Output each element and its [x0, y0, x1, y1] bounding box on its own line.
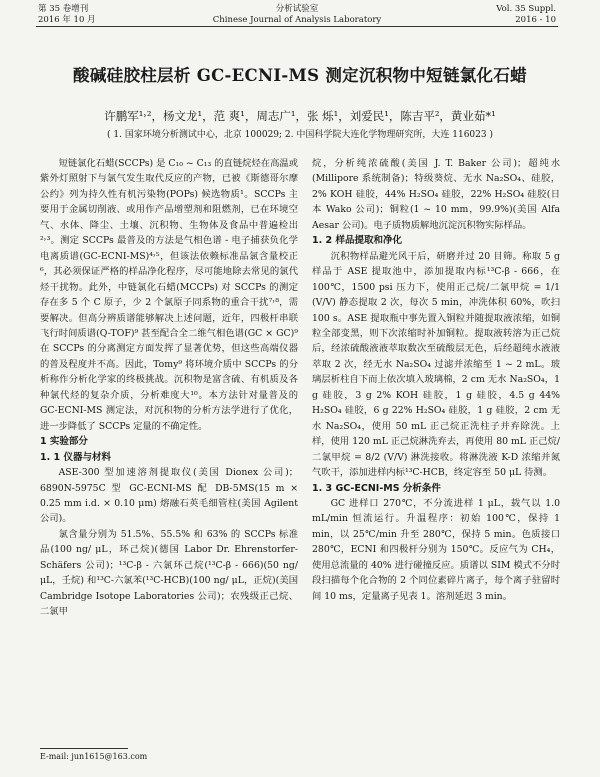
affiliation: ( 1. 国家环境分析测试中心，北京 100029; 2. 中国科学院大连化学物理研究所，大连 116023 ) [107, 130, 493, 140]
instruments-paragraph: ASE-300 型加速溶剂提取仪(美国 Dionex 公司)；6890N-5975C 型 GC-ECNI-MS 配 DB-5MS(15 m × 0.25 mm i.d. × 0.10 μm) 熔融石英毛细管柱(美国 Agilent 公司)。 [40, 467, 298, 525]
header-center [38, 4, 556, 26]
materials-paragraph: 氯含量分别为 51.5%、55.5% 和 63% 的 SCCPs 标准品(100 ng/ μL，环己烷)(德国 Labor Dr. Ehrenstorfer-Schäfers 公司)；¹³C-β - 六氯环己烷(¹³C-β - 666)(50 ng/ μL，壬烷) 和¹³C-六氯苯(¹³C-HCB)(100 ng/ μL，正烷)(美国 Cambridge Isotope Laboratories 公司)；农残级正己烷、二氯甲 [40, 528, 298, 618]
intro-paragraph: 短链氯化石蜡(SCCPs) 是 C₁₀ ~ C₁₃ 的直链烷烃在高温或紫外灯照射下与氯气发生取代反应的产物，已被《斯德哥尔摩公约》列为持久性有机污染物(POPs) 候选物质¹。SCCPs 主要用于金属切削液、或用作产品增塑剂和阻燃剂，已在环境空气、水体、降尘、土壤、沉积物、生物体及食品中普遍检出²˒³。测定 SCCPs 最普及的方法是气相色谱 - 电子捕获负化学电离质谱(GC-ECNI-MS)⁴˒⁵，但该法依赖标准品氯含量校正⁶，其必须保证严格的样品净化程序，尽可能地除去常见的氯代烃干扰物。此外，中链氯化石蜡(MCCPs) 对 SCCPs 的测定存在多 5 个 C 原子，少 2 个氯原子同系物的重合干扰⁷˒⁸，需要解决。但高分辨质谱能够解决上述问题，近年，四极杆串联飞行时间质谱(Q-TOF)⁹ 甚至配合全二维气相色谱(GC × GC)⁹ 在 SCCPs 的分离测定方面发挥了显著优势，但这些高端仪器的普及程度并不高。因此，Tomy⁹ 将环境介质中 SCCPs 的分析称作分析化学家的终极挑战。沉积物是富含硫、有机质及各种氯代烃的复杂介质，分析难度大¹⁰。本方法针对量普及的 GC-ECNI-MS 测定法，对沉积物的分析方法学进行了优化，进一步降低了 SCCPs 定量的不确定性。 [40, 158, 298, 432]
volume-en: Vol. 35 Suppl. [496, 4, 556, 14]
header-right [496, 4, 556, 26]
date-en: 2016 - 10 [515, 15, 556, 25]
right-column [312, 156, 560, 604]
journal-cn: 分析试验室 [275, 4, 319, 14]
footnote-rule [40, 748, 128, 749]
header-rule [36, 26, 558, 27]
materials-continued: 烷，分析纯浓硫酸(美国 J. T. Baker 公司)；超纯水(Millipore 系统制备)；特级葵烷、无水 Na₂SO₄、硅胶，2% KOH 硅胶，44% H₂SO₄ 硅胶，22% H₂SO₄ 硅胶(日本 Wako 公司)；铜粒(1 ~ 10 mm，99.9%)(美国 Alfa Aesar 公司)。电子质物质解地沉淀沉积物实际样品。 [312, 158, 560, 231]
subsection-heading-gcms: 1. 3 GC-ECNI-MS 分析条件 [312, 482, 441, 494]
author-list: 许鹏军¹˒²，杨文龙¹，范 爽¹，周志广¹，张 烁¹，刘爱民¹，陈吉平²，黄业茹*¹ [104, 109, 496, 123]
paper-title: 酸碱硅胶柱层析 GC-ECNI-MS 测定沉积物中短链氯化石蜡 [73, 66, 527, 85]
subsection-heading-extraction: 1. 2 样品提取和净化 [312, 235, 402, 247]
left-column [40, 156, 298, 620]
gcms-paragraph: GC 进样口 270℃，不分流进样 1 μL，载气以 1.0 mL/min 恒流运行。升温程序：初始 100℃，保持 1 min，以 25℃/min 升至 280℃，保持 5 min。色质接口 280℃，ECNI 和四极杆分别为 150℃。反应气为 CH₄，使用总流量的 40% 进行碰撞反应。质谱以 SIM 模式不分时段扫描每个化合物的 2 个同位素碎片离子，每个离子驻留时间 10 ms，定量离子见表 1。溶剂延迟 3 min。 [312, 497, 560, 602]
footnote-email: E-mail: jun1615@163.com [40, 752, 148, 761]
subsection-heading-instruments: 1. 1 仪器与材料 [40, 451, 111, 463]
date-cn: 2016 年 10 月 [38, 15, 96, 25]
section-heading-experimental: 1 实验部分 [40, 436, 88, 448]
journal-en: Chinese Journal of Analysis Laboratory [212, 15, 382, 25]
extraction-paragraph: 沉积物样品避光风干后，研磨并过 20 目筛。称取 5 g 样品于 ASE 提取池中，添加提取内标¹³C-β - 666，在 100℃，1500 psi 压力下，使用正己烷/二氯甲烷 = 1/1 (V/V) 静态提取 2 次，每次 5 min，冲洗体积 60%，吹扫 100 s。ASE 提取瓶中事先置入铜粒并随提取液浓缩，如铜粒全部变黑，则下次浓缩时补加铜粒。提取液转溶为正己烷后，经浓硫酸液液萃取数次至硫酸层无色，后经超纯水液液萃取 2 次，经无水 Na₂SO₄ 过滤并浓缩至 1 ~ 2 mL。玻璃层析柱自下而上依次填入玻璃棉，2 cm 无水 Na₂SO₄，1 g 硅胶，3 g 2% KOH 硅胶，1 g 硅胶，4.5 g 44% H₂SO₄ 硅胶，6 g 22% H₂SO₄ 硅胶，1 g 硅胶，2 cm 无水 Na₂SO₄，使用 50 mL 正己烷正洗柱子并弃除洗。上样，使用 120 mL 正己烷淋洗弃去，再使用 80 mL 正己烷/二氯甲烷 = 8/2 (V/V) 淋洗接收。将淋洗液 K-D 浓缩并氮气吹干，添加进样内标¹³C-HCB，终定容至 50 μL 待测。 [312, 250, 560, 479]
running-header [38, 4, 556, 28]
volume-cn: 第 35 卷增刊 [38, 4, 89, 14]
